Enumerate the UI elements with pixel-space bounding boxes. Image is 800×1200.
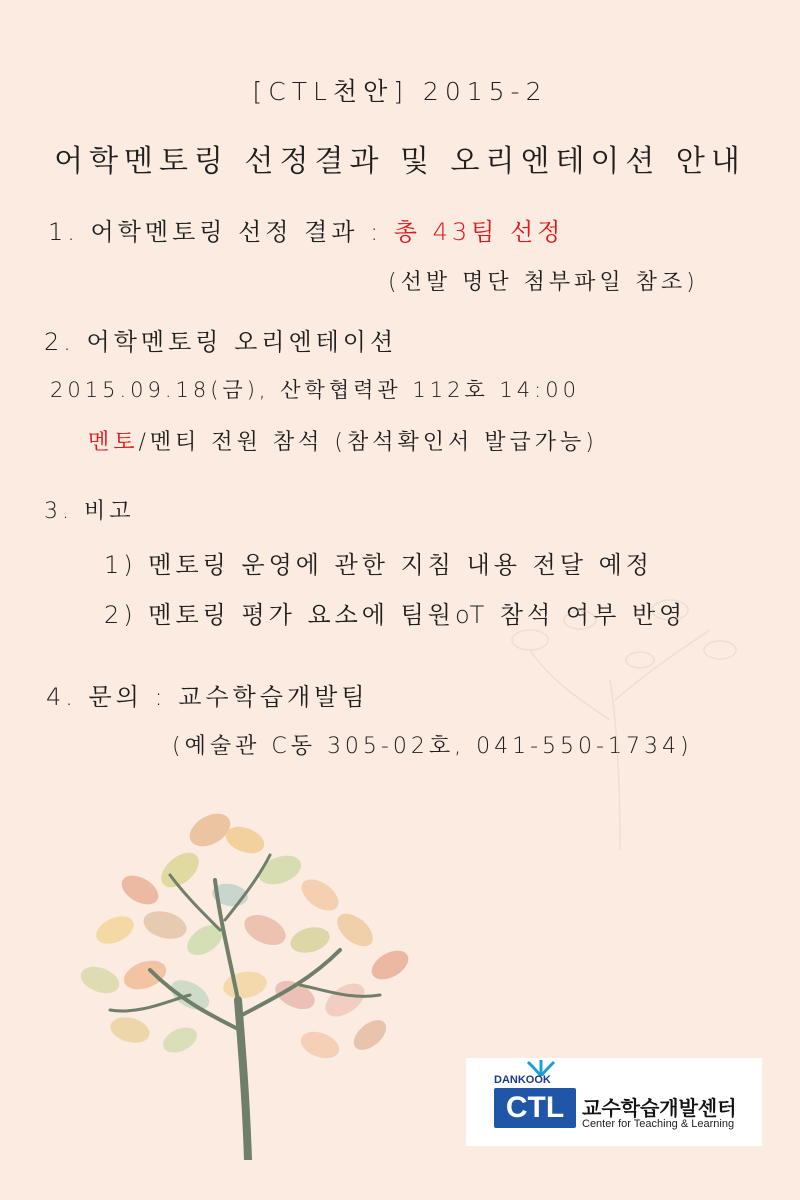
faint-tree-illustration	[470, 560, 790, 860]
remark-item-2: 2) 멘토링 평가 요소에 팀원oT 참석 여부 반영	[104, 601, 687, 629]
logo-korean: 교수학습개발센터	[582, 1096, 737, 1120]
notice-title: 어학멘토링 선정결과 및 오리엔테이션 안내	[54, 144, 746, 179]
section1-label: 1. 어학멘토링 선정 결과 :	[48, 218, 394, 246]
contact-info: (예술관 C동 305-02호, 041-550-1734)	[172, 734, 693, 759]
section1-note: (선발 명단 첨부파일 참조)	[388, 270, 699, 295]
section3-heading: 3. 비고	[44, 499, 135, 524]
tree-illustration	[70, 800, 430, 1160]
ctl-logo	[466, 1058, 762, 1146]
attendance-note	[88, 425, 598, 456]
section2-heading: 2. 어학멘토링 오리엔테이션	[44, 328, 398, 356]
logo-dankook: DANKOOK	[494, 1074, 551, 1086]
logo-english: Center for Teaching & Learning	[582, 1118, 735, 1130]
remark-item-1: 1) 멘토링 운영에 관한 지침 내용 전달 예정	[104, 551, 653, 579]
mentor-label: 멘토	[88, 430, 139, 455]
selection-count: 총 43팀 선정	[393, 218, 565, 246]
logo-ctl: CTL	[494, 1088, 576, 1128]
section1-heading	[48, 212, 564, 247]
section4-heading: 4. 문의 : 교수학습개발팀	[46, 683, 369, 711]
attendance-rest: /멘티 전원 참석 (참석확인서 발급가능)	[138, 430, 598, 455]
orientation-datetime: 2015.09.18(금), 산학협력관 112호 14:00	[50, 378, 580, 402]
notice-subtitle: [CTL천안] 2015-2	[252, 77, 548, 106]
